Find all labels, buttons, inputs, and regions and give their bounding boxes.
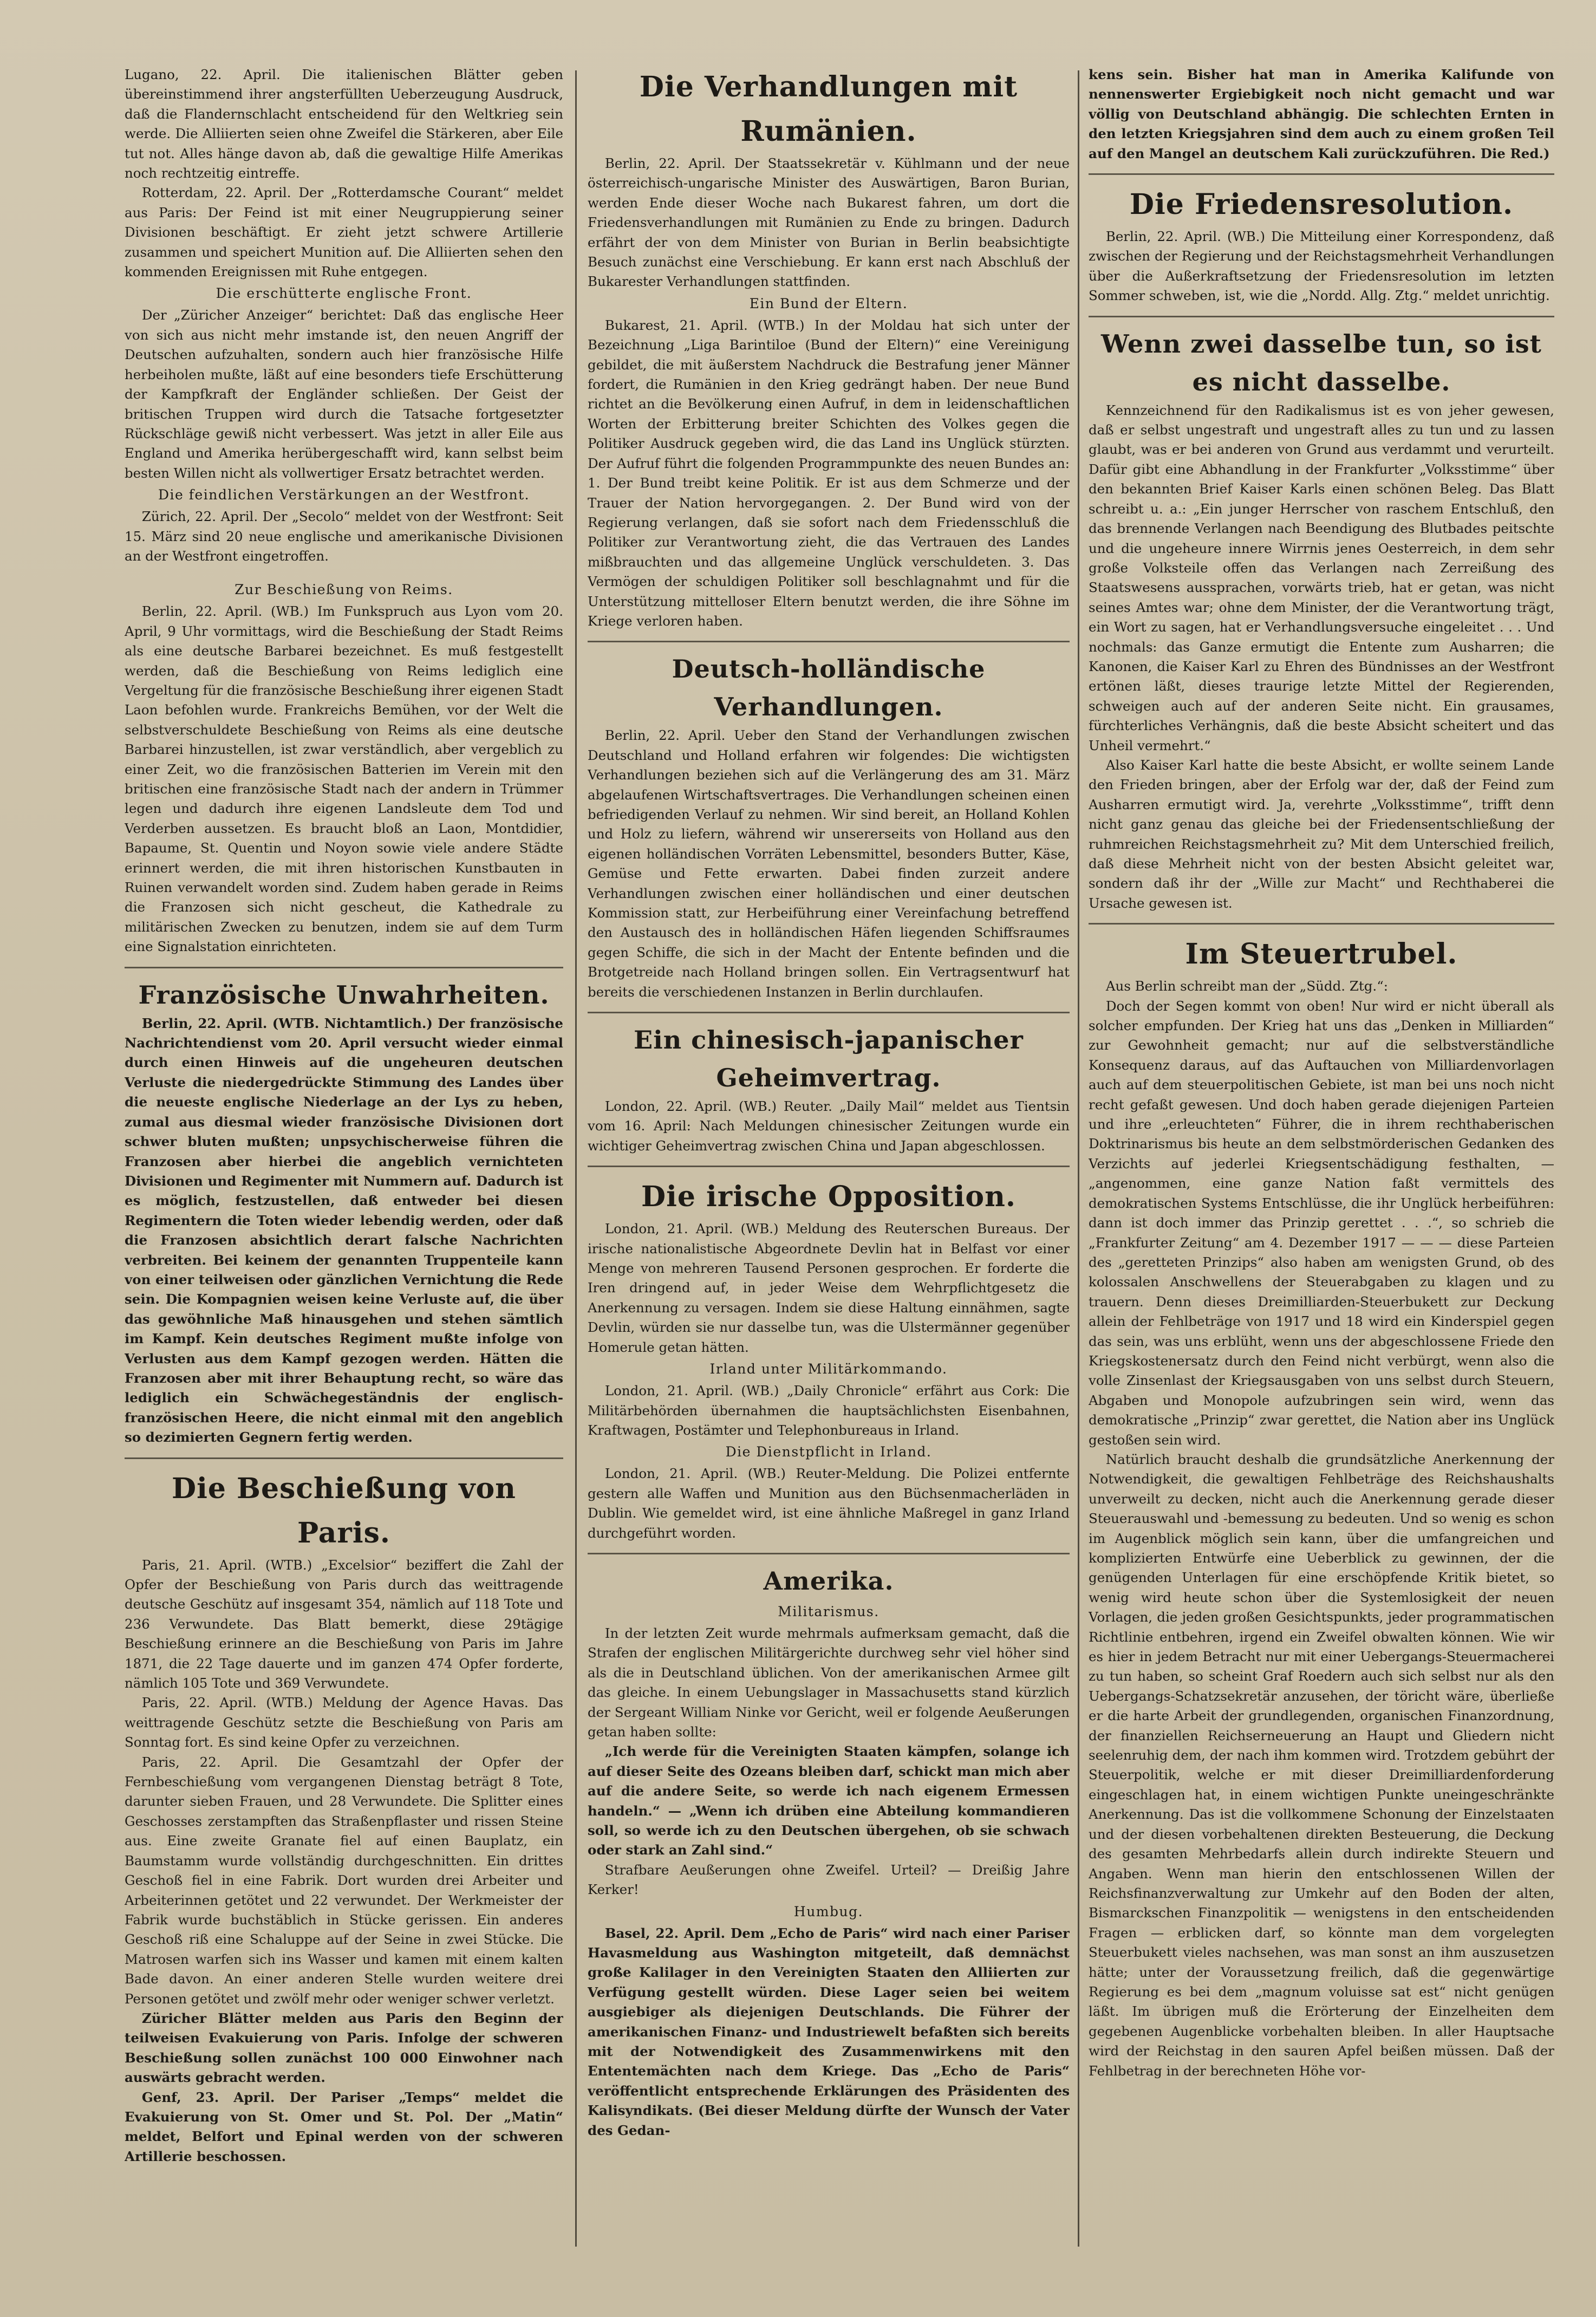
article-fernbeschiessung: Paris, 22. April. Die Gesamtzahl der Opfer der Fernbeschießung vom vergangenen Dienstag beträgt 8 Tote, darunter sieben Frauen, und 28 Verwundete. Die Splitter eines Geschosses zerstampften das Straßenpflaster und rissen Steine aus. Eine zweite Granate fiel auf einen Bauplatz, ein Baumstamm wurde vollständig durchgeschnitten. Ein drittes Geschoß fiel in eine Fabrik. Dort wurden drei Arbeiter und Arbeiterinnen getötet und 22 verwundet. Der Werkmeister der Fabrik wurde buchstäblich in Stücke gerissen. Ein anderes Geschoß riß eine Schaluppe auf der Seine in zwei Stücke. Die Matrosen warfen sich ins Wasser und kamen mit einem kalten Bade davon. An einer anderen Stelle wurden weitere drei Personen getötet und zwölf mehr oder weniger schwer verletzt. <box>125 1754 563 2007</box>
article-urteil: Strafbare Aeußerungen ohne Zweifel. Urteil? — Dreißig Jahre Kerker! <box>588 1862 1070 1898</box>
column-rule-left <box>575 70 577 2247</box>
subheading-irland-militaer: Irland unter Militärkommando. <box>709 1361 948 1377</box>
divider <box>125 1457 563 1459</box>
divider <box>1089 316 1554 317</box>
article-bund-der-eltern: Bukarest, 21. April. (WTB.) In der Moldau hat sich unter der Bezeichnung „Liga Barintiloe (Bund der Eltern)“ eine Vereinigung gebildet, die mit äußerstem Nachdruck die Bestrafung jener Männer fordert, die Rumänien in den Krieg gedrängt haben. Der neue Bund richtet an die Bevölkerung einen Aufruf, in dem in leidenschaftlichen Worten der Erbitterung breiter Schichten des Volkes gegen die Politiker Ausdruck gegeben wird, die das Land ins Unglück stürzten. Der Aufruf führt die folgenden Programmpunkte des neuen Bundes an: 1. Der Bund treibt keine Politik. Er ist aus dem Schmerze und der Trauer der Nation hervorgegangen. 2. Der Bund wird von der Regierung verlangen, daß sie sofort nach dem Friedensschluß die Politiker zur Verantwortung zieht, die das Vertrauen des Landes mißbrauchten und das allgemeine Unglück verschuldeten. 3. Das Vermögen der schuldigen Politiker soll beschlagnahmt und für die Unterstützung mittelloser Eltern benutzt werden, die ihre Söhne im Kriege verloren haben. <box>588 317 1070 629</box>
article-reims: Berlin, 22. April. (WB.) Im Funkspruch aus Lyon vom 20. April, 9 Uhr vormittags, wird die Beschießung der Stadt Reims als eine deutsche Barbarei bezeichnet. Es muß festgestellt werden, daß die Beschießung von Reims lediglich eine Vergeltung für die französische Beschießung ihrer eigenen Stadt Laon befohlen wurde. Frankreichs Bemühen, vor der Welt die selbstverschuldete Beschießung von Reims als eine deutsche Barbarei hinzustellen, ist zwar verständlich, aber vergeblich zu einer Zeit, wo die französischen Batterien im Verein mit den britischen eine französische Stadt nach der andern in Trümmer legen und dadurch ihre eigenen Landsleute dem Tod und Verderben aussetzen. Es braucht bloß an Laon, Montdidier, Bapaume, St. Quentin und Noyon sowie viele andere Städte erinnert werden, die mit ihren historischen Kunstbauten in Ruinen verwandelt worden sind. Zudem haben gerade in Reims die Franzosen sich nicht gescheut, die Kathedrale zu militärischen Zwecken zu benutzen, indem sie auf dem Turm eine Signalstation einrichteten. <box>125 603 563 955</box>
divider <box>588 1012 1070 1013</box>
article-havas: Paris, 22. April. (WTB.) Meldung der Agence Havas. Das weittragende Geschütz setzte die Beschießung von Paris am Sonntag fort. Es sind keine Opfer zu verzeichnen. <box>125 1695 563 1750</box>
article-devlin: London, 21. April. (WB.) Meldung des Reuterschen Bureaus. Der irische nationalistische Abgeordnete Devlin hat in Belfast vor einer Menge von mehreren Tausend Personen gesprochen. Er forderte die Iren dringend auf, in jeder Weise dem Wehrpflichtgesetz die Anerkennung zu versagen. Indem sie diese Haltung einnähmen, sagte Devlin, würden sie nur dasselbe tun, was die Ulstermänner gegenüber Homerule getan hätten. <box>588 1221 1070 1355</box>
article-ninke-quote: „Ich werde für die Vereinigten Staaten kämpfen, solange ich auf dieser Seite des Ozeans bleiben darf, schickt man mich aber auf die andere Seite, so werde ich nach eigenem Ermessen handeln.“ — „Wenn ich drüben eine Abteilung kommandieren soll, so werde ich zu den Deutschen übergehen, ob sie schwach oder stark an Zahl sind.“ <box>588 1743 1070 1858</box>
article-rumaenien: Berlin, 22. April. Der Staatssekretär v. Kühlmann und der neue österreichisch-ungarische Minister des Auswärtigen, Baron Burian, werden Ende dieser Woche nach Bukarest fahren, um dort die Friedensverhandlungen mit Rumänien zu Ende zu bringen. Dadurch erfährt der von dem Minister von Burian in Berlin beabsichtigte Besuch zunächst eine Verschiebung. Er kann erst nach Abschluß der Bukarester Verhandlungen stattfinden. <box>588 155 1070 290</box>
divider <box>125 967 563 968</box>
article-evakuierung: Züricher Blätter melden aus Paris den Beginn der teilweisen Evakuierung von Paris. Infolge der schweren Beschießung sollen zunächst 100 000 Einwohner nach auswärts gebracht werden. <box>125 2010 563 2086</box>
headline-steuertrubel: Im Steuertrubel. <box>1185 938 1458 971</box>
article-humbug: Basel, 22. April. Dem „Echo de Paris“ wird nach einer Pariser Havasmeldung aus Washington mitgeteilt, daß demnächst große Kalilager in den Vereinigten Staaten den Alliierten zur Verfügung gestellt würden. Diese Lager seien bei weitem ausgiebiger als diejenigen Deutschlands. Die Führer der amerikanischen Finanz- und Industriewelt befaßten sich bereits mit der Notwendigkeit des Zusammenwirkens mit den Ententemächten nach dem Kriege. Das „Echo de Paris“ veröffentlicht entsprechende Erklärungen des Präsidenten des Kalisyndikats. (Bei dieser Meldung dürfte der Wunsch der Vater des Gedan- <box>588 1925 1070 2138</box>
subheading-verstaerkungen: Die feindlichen Verstärkungen an der Westfront. <box>158 487 530 503</box>
headline-geheimvertrag: Ein chinesisch-japanischer Geheimvertrag. <box>634 1025 1024 1093</box>
article-kali-continued: kens sein. Bisher hat man in Amerika Kalifunde von nennenswerter Ergiebigkeit noch nicht gemacht und war völlig von Deutschland abhängig. Die schlechten Ernten in den letzten Kriegsjahren sind dem auch zu einem großen Teil auf den Mangel an deutschem Kali zurückzuführen. Die Red.) <box>1089 67 1554 161</box>
column-3 <box>1089 65 1554 2252</box>
divider <box>1089 923 1554 925</box>
divider <box>588 1166 1070 1167</box>
article-geheimvertrag: London, 22. April. (WB.) Reuter. „Daily Mail“ meldet aus Tientsin vom 16. April: Nach Meldungen chinesischer Zeitungen wurde ein wichtiger Geheimvertrag zwischen China und Japan abgeschlossen. <box>588 1098 1070 1154</box>
article-franzoesische-unwahrheiten: Berlin, 22. April. (WTB. Nichtamtlich.) Der französische Nachrichtendienst vom 20. April versucht wieder einmal durch einen Hinweis auf die ungeheuren deutschen Verluste die niedergedrückte Stimmung des Landes über die neueste englische Niederlage an der Lys zu heben, zumal aus diesmal wieder französische Divisionen dort schwer bluten mußten; unpsychischerweise führen die Franzosen aber hierbei die angeblich vernichteten Divisionen und Regimenter mit Nummern auf. Dadurch ist es möglich, festzustellen, daß entweder bei diesen Regimentern die Toten wieder lebendig werden, oder daß die Franzosen absichtlich derart falsche Nachrichten verbreiten. Bei keinem der genannten Truppenteile kann von einer teilweisen oder gänzlichen Vernichtung die Rede sein. Die Kompagnien weisen keine Verluste auf, die über das gewöhnliche Maß hinausgehen und stehen sämtlich im Kampf. Kein deutsches Regiment mußte infolge von Verlusten aus dem Kampf gezogen werden. Hätten die Franzosen aber mit ihrer Behauptung recht, so wäre das lediglich ein Schwächegeständnis der englisch-französischen Heere, die nicht einmal mit den angeblich so dezimierten Gegnern fertig werden. <box>125 1015 563 1446</box>
article-cork: London, 21. April. (WB.) „Daily Chronicle“ erfährt aus Cork: Die Militärbehörden übernahmen die hauptsächlichsten Eisenbahnen, Kraftwagen, Postämter und Telephonbureaus in Irland. <box>588 1383 1070 1438</box>
headline-amerika: Amerika. <box>763 1566 894 1596</box>
article-rotterdam: Rotterdam, 22. April. Der „Rotterdamsche Courant“ meldet aus Paris: Der Feind ist mit einer Neugruppierung seiner Divisionen beschäftigt. Er zieht jetzt schwere Artillerie zusammen und speichert Munition auf. Die Alliierten sehen den kommenden Ereignissen mit Ruhe entgegen. <box>125 185 563 280</box>
article-zuericher-anzeiger: Der „Züricher Anzeiger“ berichtet: Daß das englische Heer von sich aus nicht mehr imstande ist, den neuen Angriff der Deutschen aufzuhalten, sondern auch hier französische Hilfe herbeiholen mußte, läßt auf eine besonders tiefe Erschütterung der Kampfkraft der Engländer schließen. Der Geist der britischen Truppen wird durch die Tatsache fortgesetzter Rückschläge gewiß nicht verbessert. Was jetzt in aller Eile aus England und Amerika herübergeschafft wird, kann selbst beim besten Willen nicht als vollwertiger Ersatz betrachtet werden. <box>125 307 563 481</box>
headline-friedensresolution: Die Friedensresolution. <box>1129 188 1514 222</box>
article-steuertrubel-2: Natürlich braucht deshalb die grundsätzliche Anerkennung der Notwendigkeit, die gewaltigen Fehlbeträge des Reichshaushalts unverweilt zu decken, nicht auch die Anerkennung gerade dieser Steuerauswahl und -bemessung zu bedeuten. Und so wenig es schon im Augenblick möglich sein kann, über die umfangreichen und komplizierten Entwürfe eine Ueberblick zu gewinnen, der die genügenden Unterlagen für eine erschöpfende Kritik bietet, so wenig wird heute schon über die Systemlosigkeit der neuen Vorlagen, die jeden großen Gesichtspunkts, jeder programmatischen Richtlinie entbehren, irgend ein Zweifel obwalten können. Wie wir es hier in jedem Betracht nur mit einer Uebergangs-Steuermacherei zu tun haben, so scheint Graf Roedern auch sich selbst nur als den Uebergangs-Schatzsekretär anzusehen, der töricht wäre, überließe er die harte Arbeit der grundlegenden, organischen Finanzordnung, der finanziellen Reichserneuerung an Haupt und Gliedern nicht seelenruhig dem, der nach ihm kommen wird. Trotzdem gebührt der Steuerpolitik, welche er mit dieser Dreimilliardenforderung eingeschlagen hat, in einem wichtigen Punkte uneingeschränkte Anerkennung. Das ist die vollkommene Schonung der Einzelstaaten und der diesen vorbehaltenen direkten Besteuerung, die Deckung des gesamten Mehrbedarfs allein durch indirekte Steuern und Angaben. Wenn man hierin den entschlossenen Willen der Reichsfinanzverwaltung zur Umkehr auf den Boden der alten, Bismarckschen Finanzpolitik — wenigstens in den entscheidenden Fragen — erblicken darf, so könnte man dem vorgelegten Steuerbukett vieles nachsehen, was man sonst an ihm auszusetzen hätte; unter der Voraussetzung freilich, daß die gegenwärtige Regierung es bei dem „magnum voluisse sat est“ nicht genügen läßt. Im übrigen muß die Erörterung der Einzelheiten dem gegebenen Augenblicke vorbehalten bleiben. In aller Hauptsache wird der Reichstag in den sauren Apfel beißen müssen. Daß der Fehlbetrag in der berechneten Höhe vor- <box>1089 1451 1554 2079</box>
divider <box>588 1553 1070 1554</box>
subheading-dienstpflicht: Die Dienstpflicht in Irland. <box>725 1444 932 1460</box>
article-friedensresolution: Berlin, 22. April. (WB.) Die Mitteilung einer Korrespondenz, daß zwischen der Regierung und der Reichstagsmehrheit Verhandlungen über die Außerkraftsetzung der Friedensresolution im letzten Sommer schweben, ist, wie die „Nordd. Allg. Ztg.“ meldet unrichtig. <box>1089 229 1554 304</box>
headline-rumaenien: Die Verhandlungen mit Rumänien. <box>639 70 1018 148</box>
divider <box>588 641 1070 642</box>
article-volksstimme: Kennzeichnend für den Radikalismus ist es von jeher gewesen, daß er selbst ungestraft und ungestraft alles zu tun und zu lassen glaubt, was er bei anderen von Grund aus verdammt und verurteilt. Dafür gibt eine Abhandlung in der Frankfurter „Volksstimme“ über den bekannten Brief Kaiser Karls einen schönen Beleg. Das Blatt schreibt u. a.: „Ein junger Herrscher von raschem Entschluß, den das brennende Verlangen nach Beendigung des Blutbades peitschte und die ungeheure innere Wirrnis jenes Oesterreich, in dem sehr große Volksteile offen das Verlangen nach Zerreißung des Staatswesens aussprachen, vorwärts trieb, hat er getan, was nicht seines Amtes war; ohne dem Minister, der die Verantwortung trägt, ein Wort zu sagen, hat er Verhandlungsversuche eingeleitet . . . Und nochmals: das Ganze ermutigt die Entente zum Ausharren; die Kanonen, die Kaiser Karl zu Ehren des Bündnisses an der Westfront ertönen läßt, dieses traurige letzte Mittel der Regierenden, schweigen auch auf der anderen Seite nicht. Ein grausames, fürchterliches Verhängnis, daß die beste Absicht scheitert und das Unheil vermehrt.“ <box>1089 402 1554 753</box>
subheading-reims: Zur Beschießung von Reims. <box>234 582 453 598</box>
subheading-militarismus: Militarismus. <box>778 1603 880 1619</box>
article-secolo: Zürich, 22. April. Der „Secolo“ meldet von der Westfront: Seit 15. März sind 20 neue englische und amerikanische Divisionen an der Westfront eingetroffen. <box>125 509 563 564</box>
article-excelsior: Paris, 21. April. (WTB.) „Excelsior“ beziffert die Zahl der Opfer der Beschießung von Paris durch das weittragende deutsche Geschütz auf insgesamt 354, nämlich auf 118 Tote und 236 Verwundete. Das Blatt bemerkt, diese 29tägige Beschießung erinnere an die Beschießung von Paris im Jahre 1871, die 22 Tage dauerte und im ganzen 474 Opfer forderte, nämlich 105 Tote und 369 Verwundete. <box>125 1557 563 1691</box>
headline-beschiessung-paris: Die Beschießung von Paris. <box>172 1472 516 1550</box>
divider <box>1089 173 1554 175</box>
article-deutsch-hollaendisch: Berlin, 22. April. Ueber den Stand der Verhandlungen zwischen Deutschland und Holland erfahren wir folgendes: Die wichtigsten Verhandlungen beziehen sich auf die Verlängerung des am 31. März abgelaufenen Wirtschaftsvertrages. Die Verhandlungen scheinen einen befriedigenden Verlauf zu nehmen. Wir sind bereit, an Holland Kohlen und Holz zu liefern, während wir unsererseits von Holland aus den eigenen holländischen Vorräten Lebensmittel, besonders Butter, Käse, Gemüse und Fette erwarten. Dabei finden zurzeit andere Verhandlungen zwischen einer holländischen und einer deutschen Kommission statt, zur Herbeiführung einer Vereinfachung betreffend den Austausch des in holländischen Häfen liegenden Schiffsraumes gegen Schiffe, die sich in der Macht der Entente befinden und die Brotgetreide nach Holland bringen sollen. Ein Vertragsentwurf hat bereits die verschiedenen Instanzen in Berlin durchlaufen. <box>588 727 1070 1000</box>
headline-irische-opposition: Die irische Opposition. <box>641 1180 1016 1214</box>
article-kaiser-karl: Also Kaiser Karl hatte die beste Absicht, er wollte seinem Lande den Frieden bringen, aber der Erfolg war der, daß der Feind zum Ausharren ermutigt wird. Ja, verehrte „Volksstimme“, trifft denn nicht ganz genau das gleiche bei der Friedensentschließung der ruhmreichen Reichstagsmehrheit zu? Mit dem Unterschied freilich, daß diese Mehrheit nicht von der besten Absicht geleitet war, sondern daß ihr der „Wille zur Macht“ und Rechthaberei die Ursache gewesen ist. <box>1089 757 1554 911</box>
article-dublin: London, 21. April. (WB.) Reuter-Meldung. Die Polizei entfernte gestern alle Waffen und Munition aus den Büchsenmacherläden in Dublin. Wie gemeldet wird, ist eine ähnliche Maßregel in ganz Irland durchgeführt worden. <box>588 1466 1070 1541</box>
column-1 <box>125 65 563 2252</box>
article-steuertrubel-intro: Aus Berlin schreibt man der „Südd. Ztg.“: <box>1105 978 1388 994</box>
column-rule-right <box>1078 70 1079 2247</box>
column-2 <box>588 65 1070 2252</box>
subheading-bund-der-eltern: Ein Bund der Eltern. <box>749 295 908 311</box>
subheading-humbug: Humbug. <box>793 1903 864 1919</box>
headline-wenn-zwei: Wenn zwei dasselbe tun, so ist es nicht dasselbe. <box>1101 329 1542 396</box>
headline-deutsch-hollaendisch: Deutsch-holländische Verhandlungen. <box>672 654 986 722</box>
headline-franzoesische-unwahrheiten: Französische Unwahrheiten. <box>138 980 550 1010</box>
article-steuertrubel-1: Doch der Segen kommt von oben! Nur wird er nicht überall als solcher empfunden. Der Krieg hat uns das „Denken in Milliarden“ zur Gewohnheit gemacht; nur auf die selbstverständliche Konsequenz daraus, auf das Auftauchen von Milliardenvorlagen auch auf dem steuerpolitischen Gebiete, ist man bei uns noch nicht recht gefaßt gewesen. Und doch haben gerade diejenigen Parteien und ihre „erleuchteten“ Führer, die in ihrem rechthaberischen Doktrinarismus bis heute an dem selbstmörderischen Gedanken des Verzichts auf jederlei Kriegsentschädigung festhalten, — „angenommen, eine ganze Nation faßt vermittels des demokratischen Systems Entschlüsse, die ihr Unglück herbeiführen: dann ist doch immer das Prinzip gerettet . . .“, so schrieb die „Frankfurter Zeitung“ am 4. Dezember 1917 — — — diese Parteien des „geretteten Prinzips“ also haben am wenigsten Grund, ob des kolossalen Anschwellens der Steuerabgaben zu klagen und zu trauern. Denn dieses Dreimilliarden-Steuerbukett zur Deckung allein der Fehlbeträge von 1917 und 18 wird ein Kinderspiel gegen das sein, was uns erblüht, wenn uns der abgeschlossene Friede den Kriegskostenersatz durch den Feind nicht verbürgt, wenn also die volle Zinsenlast der Kriegsausgaben von uns selbst durch Steuern, Abgaben und Monopole aufzubringen sein wird, wenn das demokratische „Prinzip“ zwar gerettet, die Nation aber ins Unglück gestoßen sein wird. <box>1089 998 1554 1448</box>
article-militarismus: In der letzten Zeit wurde mehrmals aufmerksam gemacht, daß die Strafen der englischen Militärgerichte durchweg sehr viel höher sind als die in Deutschland üblichen. Von der amerikanischen Armee gilt das gleiche. In einem Uebungslager in Massachusetts stand kürzlich der Sergeant William Ninke vor Gericht, weil er folgende Aeußerungen getan haben sollte: <box>588 1625 1070 1740</box>
article-genf: Genf, 23. April. Der Pariser „Temps“ meldet die Evakuierung von St. Omer und St. Pol. Der „Matin“ meldet, Belfort und Epinal werden von der schweren Artillerie beschossen. <box>125 2089 563 2164</box>
article-lugano: Lugano, 22. April. Die italienischen Blätter geben übereinstimmend ihrer angsterfüllten Ueberzeugung Ausdruck, daß die Flandernschlacht entscheidend für den Weltkrieg sein werde. Die Alliierten seien ohne Zweifel die Stärkeren, aber Eile tut not. Alles hänge davon ab, daß die gewaltige Hilfe Amerikas noch rechtzeitig eintreffe. <box>125 67 563 181</box>
subheading-englische-front: Die erschütterte englische Front. <box>216 285 472 302</box>
